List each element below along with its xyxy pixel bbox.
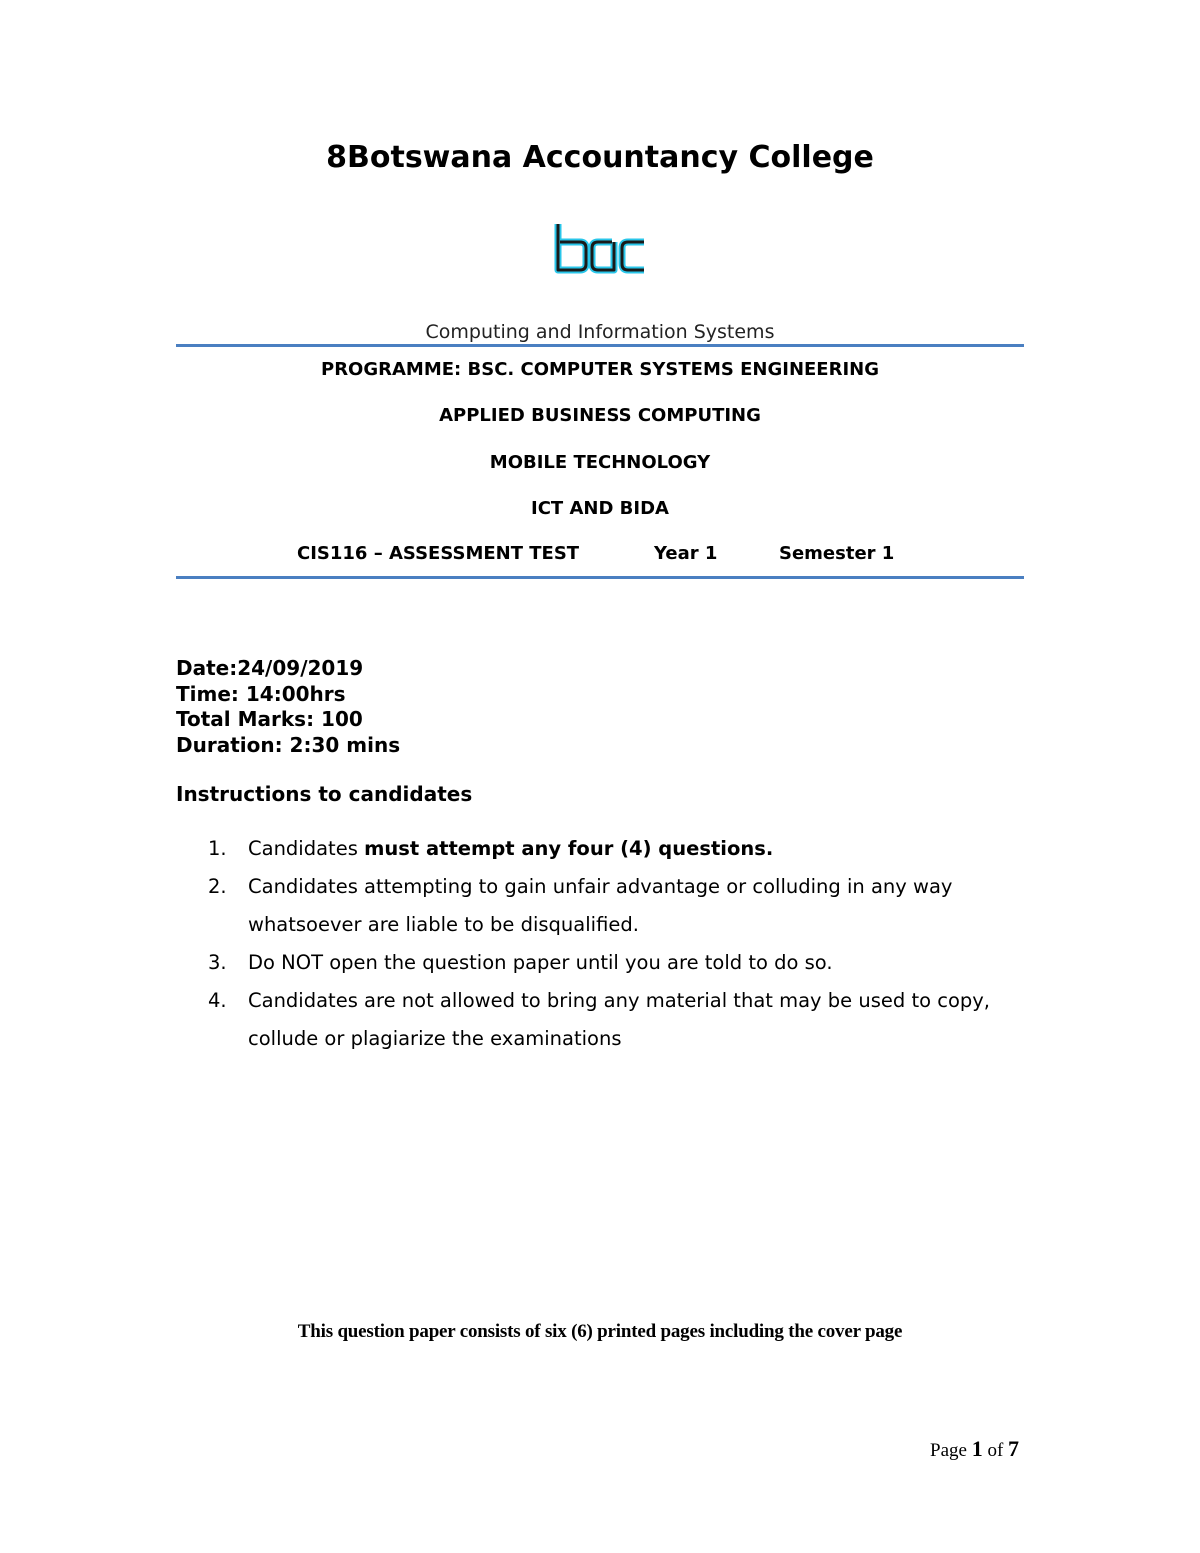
course-semester: Semester 1: [779, 543, 895, 564]
instruction-text: Do NOT open the question paper until you are told to do so.: [248, 951, 833, 974]
page-total: 7: [1008, 1436, 1020, 1461]
instruction-text: Candidates: [248, 837, 365, 860]
instruction-item: [208, 944, 1028, 982]
programme-line-4: ICT AND BIDA: [531, 498, 669, 519]
bac-logo-icon: [548, 218, 652, 284]
programme-line-2: APPLIED BUSINESS COMPUTING: [439, 405, 761, 426]
instruction-item: [208, 868, 1028, 944]
page-number: [930, 1436, 1019, 1462]
department-name: Computing and Information Systems: [425, 321, 775, 343]
instructions-list: [208, 830, 1028, 1058]
instruction-emphasis: must attempt any four (4) questions.: [364, 837, 774, 860]
course-code: CIS116 – ASSESSMENT TEST: [297, 543, 580, 564]
exam-duration: Duration: 2:30 mins: [176, 732, 401, 757]
instruction-text: Candidates are not allowed to bring any material that may be used to copy, collude or plagiarize the examinations: [248, 989, 990, 1050]
page-count-note: This question paper consists of six (6) printed pages including the cover page: [297, 1321, 903, 1342]
instruction-item: [208, 830, 1028, 868]
programme-line-3: MOBILE TECHNOLOGY: [489, 452, 711, 473]
programme-line: PROGRAMME: BSC. COMPUTER SYSTEMS ENGINEERING: [321, 359, 879, 380]
instruction-text: Candidates attempting to gain unfair advantage or colluding in any way whatsoever are liable to be disqualified.: [248, 875, 953, 936]
exam-date: Date:24/09/2019: [176, 656, 364, 680]
course-year: Year 1: [654, 543, 718, 564]
institution-title: 8Botswana Accountancy College: [326, 140, 874, 175]
exam-total-marks: Total Marks: 100: [176, 707, 363, 731]
bottom-divider: [176, 576, 1024, 579]
exam-time: Time: 14:00hrs: [176, 681, 346, 706]
exam-details: [176, 656, 400, 758]
instructions-title: Instructions to candidates: [176, 782, 473, 806]
bac-logo: [548, 218, 652, 284]
page-current: 1: [971, 1436, 983, 1461]
instruction-number: 3.: [208, 951, 227, 974]
instruction-item: [208, 982, 1028, 1058]
top-divider: [176, 344, 1024, 347]
instruction-number: 4.: [208, 989, 227, 1012]
instruction-number: 1.: [208, 837, 227, 860]
instruction-number: 2.: [208, 875, 227, 898]
page-of: of: [987, 1440, 1004, 1461]
page-label: Page: [930, 1440, 967, 1461]
